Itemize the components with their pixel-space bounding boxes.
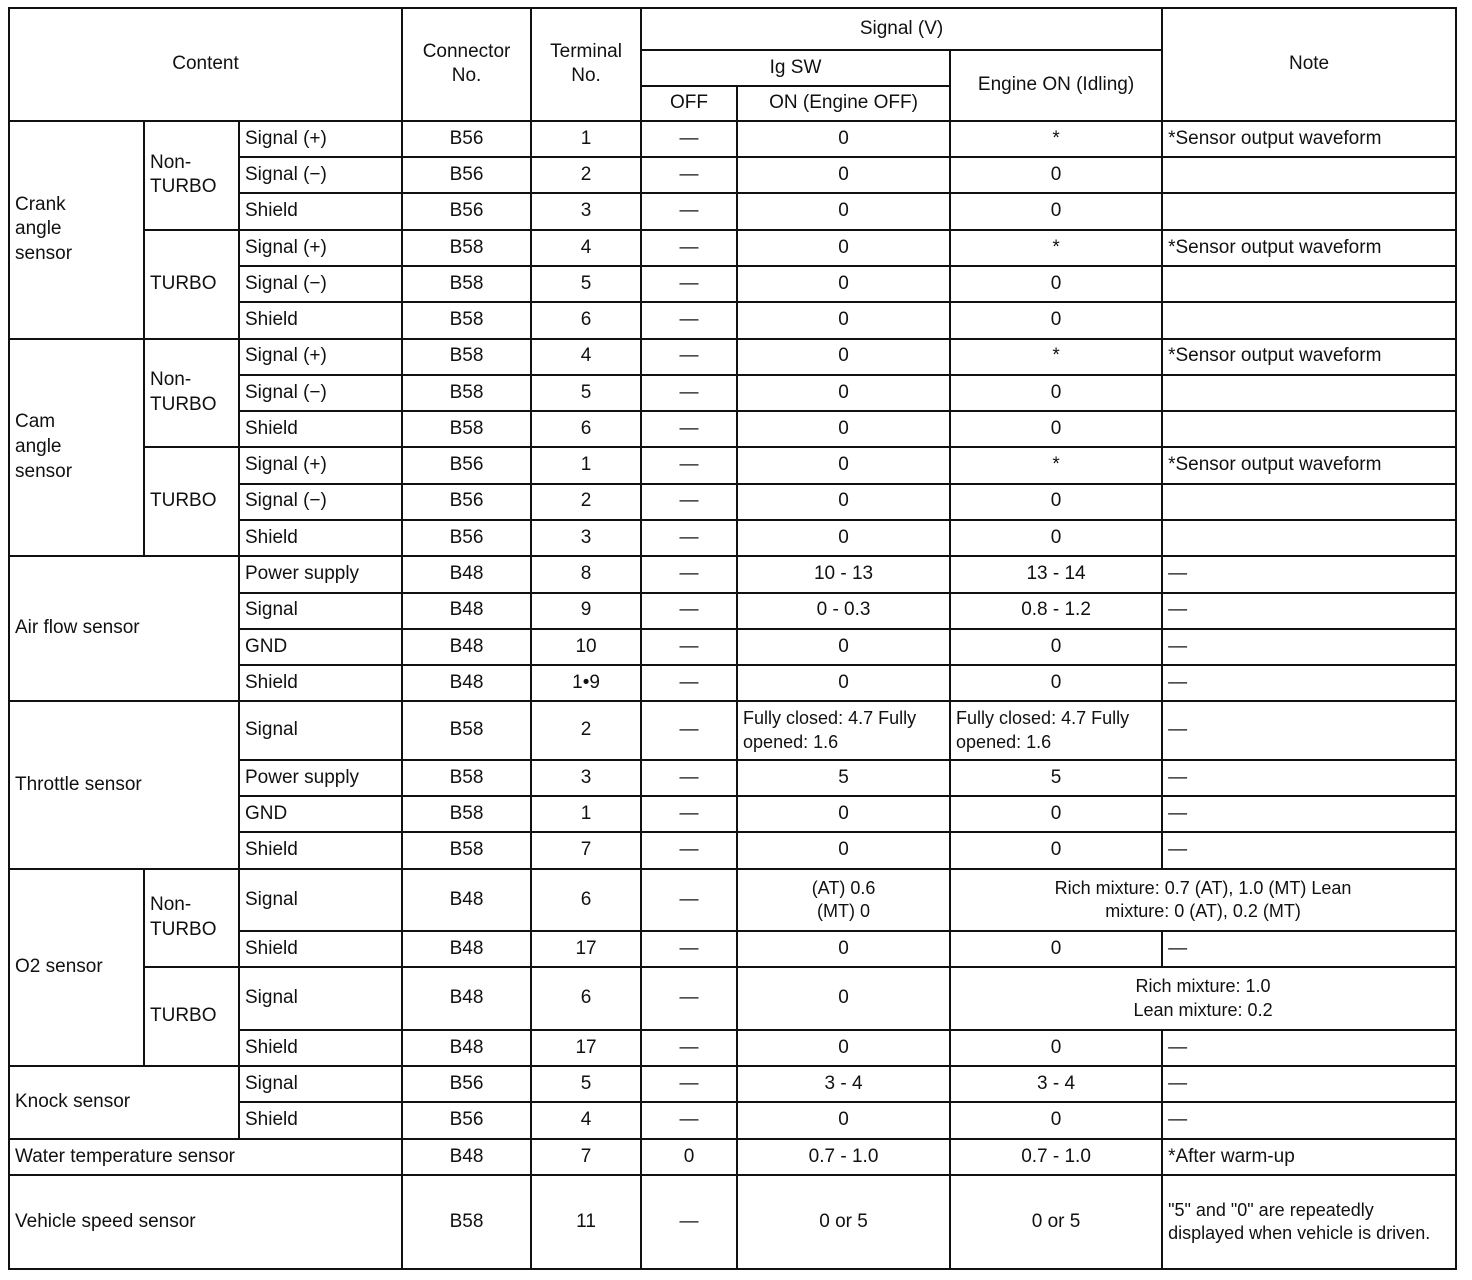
on-cell: 0 bbox=[737, 520, 950, 556]
note-cell bbox=[1162, 484, 1456, 520]
connector-cell: B58 bbox=[402, 302, 531, 338]
variant-non-turbo: Non-TURBO bbox=[144, 121, 239, 230]
connector-cell: B58 bbox=[402, 266, 531, 302]
pin-label: Shield bbox=[239, 1030, 402, 1066]
pin-label: GND bbox=[239, 796, 402, 832]
off-cell: — bbox=[641, 869, 737, 931]
idle-cell: 0 bbox=[950, 193, 1162, 229]
off-cell: — bbox=[641, 411, 737, 447]
pin-label: Signal (−) bbox=[239, 375, 402, 411]
on-cell: 0 bbox=[737, 193, 950, 229]
note-cell: *Sensor output waveform bbox=[1162, 447, 1456, 483]
header-connector: Connector No. bbox=[402, 8, 531, 121]
header-ig-sw: Ig SW bbox=[641, 50, 950, 85]
connector-cell: B48 bbox=[402, 593, 531, 629]
header-engine-on: Engine ON (Idling) bbox=[950, 50, 1162, 121]
table-row bbox=[9, 1139, 1456, 1175]
pin-label: Shield bbox=[239, 665, 402, 701]
variant-non-turbo: Non-TURBO bbox=[144, 869, 239, 968]
sensor-name-knock: Knock sensor bbox=[9, 1066, 239, 1139]
terminal-cell: 4 bbox=[531, 339, 641, 375]
idle-cell: * bbox=[950, 121, 1162, 157]
connector-cell: B56 bbox=[402, 484, 531, 520]
on-cell: 0 bbox=[737, 484, 950, 520]
pin-label: Shield bbox=[239, 931, 402, 967]
variant-turbo: TURBO bbox=[144, 447, 239, 556]
note-cell: — bbox=[1162, 832, 1456, 868]
connector-cell: B58 bbox=[402, 339, 531, 375]
sensor-name-o2: O2 sensor bbox=[9, 869, 144, 1067]
pin-label: Signal bbox=[239, 1066, 402, 1102]
pin-label: Signal bbox=[239, 593, 402, 629]
table-row bbox=[9, 967, 1456, 1029]
table-row bbox=[9, 121, 1456, 157]
idle-note-merged-cell: Rich mixture: 1.0 Lean mixture: 0.2 bbox=[950, 967, 1456, 1029]
sensor-name-water: Water temperature sensor bbox=[9, 1139, 402, 1175]
connector-cell: B56 bbox=[402, 1102, 531, 1138]
on-cell: 0 bbox=[737, 339, 950, 375]
idle-cell: 0 bbox=[950, 520, 1162, 556]
connector-cell: B48 bbox=[402, 1139, 531, 1175]
off-cell: — bbox=[641, 593, 737, 629]
connector-cell: B56 bbox=[402, 157, 531, 193]
terminal-cell: 11 bbox=[531, 1175, 641, 1269]
pin-label: Shield bbox=[239, 302, 402, 338]
on-cell: Fully closed: 4.7 Fully opened: 1.6 bbox=[737, 701, 950, 759]
on-cell: 0 bbox=[737, 1030, 950, 1066]
header-terminal: Terminal No. bbox=[531, 8, 641, 121]
connector-cell: B56 bbox=[402, 447, 531, 483]
idle-cell: 0.7 - 1.0 bbox=[950, 1139, 1162, 1175]
terminal-cell: 5 bbox=[531, 1066, 641, 1102]
off-cell: — bbox=[641, 832, 737, 868]
on-cell: 0 bbox=[737, 447, 950, 483]
terminal-cell: 1•9 bbox=[531, 665, 641, 701]
connector-cell: B56 bbox=[402, 1066, 531, 1102]
connector-cell: B48 bbox=[402, 967, 531, 1029]
connector-cell: B48 bbox=[402, 556, 531, 592]
off-cell: — bbox=[641, 760, 737, 796]
terminal-cell: 10 bbox=[531, 629, 641, 665]
idle-cell: * bbox=[950, 230, 1162, 266]
idle-cell: 0 bbox=[950, 375, 1162, 411]
idle-cell: 0 bbox=[950, 1030, 1162, 1066]
on-cell: 0 bbox=[737, 967, 950, 1029]
off-cell: — bbox=[641, 1175, 737, 1269]
pin-label: Signal (−) bbox=[239, 484, 402, 520]
variant-turbo: TURBO bbox=[144, 967, 239, 1066]
note-cell bbox=[1162, 375, 1456, 411]
terminal-cell: 3 bbox=[531, 193, 641, 229]
variant-non-turbo: Non-TURBO bbox=[144, 339, 239, 448]
idle-cell: * bbox=[950, 447, 1162, 483]
terminal-cell: 2 bbox=[531, 157, 641, 193]
pin-label: Power supply bbox=[239, 556, 402, 592]
off-cell: — bbox=[641, 375, 737, 411]
off-cell: — bbox=[641, 484, 737, 520]
terminal-cell: 6 bbox=[531, 967, 641, 1029]
on-cell: 0 bbox=[737, 230, 950, 266]
note-cell: — bbox=[1162, 1030, 1456, 1066]
note-cell: — bbox=[1162, 665, 1456, 701]
on-cell: 0 bbox=[737, 375, 950, 411]
terminal-cell: 7 bbox=[531, 1139, 641, 1175]
connector-cell: B48 bbox=[402, 869, 531, 931]
off-cell: — bbox=[641, 629, 737, 665]
header-note: Note bbox=[1162, 8, 1456, 121]
pin-label: Signal (+) bbox=[239, 121, 402, 157]
on-cell: 0 bbox=[737, 1102, 950, 1138]
terminal-cell: 3 bbox=[531, 520, 641, 556]
header-signal: Signal (V) bbox=[641, 8, 1162, 50]
pin-label: Signal (+) bbox=[239, 447, 402, 483]
pin-label: Signal bbox=[239, 967, 402, 1029]
table-row bbox=[9, 556, 1456, 592]
connector-cell: B48 bbox=[402, 629, 531, 665]
idle-cell: 0 bbox=[950, 1102, 1162, 1138]
idle-cell: 0 bbox=[950, 411, 1162, 447]
terminal-cell: 1 bbox=[531, 447, 641, 483]
connector-cell: B58 bbox=[402, 701, 531, 759]
idle-cell: 0 or 5 bbox=[950, 1175, 1162, 1269]
terminal-cell: 17 bbox=[531, 1030, 641, 1066]
on-cell: 0 - 0.3 bbox=[737, 593, 950, 629]
sensor-name-airflow: Air flow sensor bbox=[9, 556, 239, 701]
table-row bbox=[9, 230, 1456, 266]
off-cell: — bbox=[641, 193, 737, 229]
note-cell: — bbox=[1162, 629, 1456, 665]
note-cell: "5" and "0" are repeatedly displayed when vehicle is driven. bbox=[1162, 1175, 1456, 1269]
idle-cell: 0 bbox=[950, 484, 1162, 520]
pin-label: Signal bbox=[239, 869, 402, 931]
note-cell bbox=[1162, 193, 1456, 229]
terminal-cell: 5 bbox=[531, 375, 641, 411]
connector-cell: B58 bbox=[402, 1175, 531, 1269]
terminal-cell: 9 bbox=[531, 593, 641, 629]
note-cell: — bbox=[1162, 1102, 1456, 1138]
off-cell: — bbox=[641, 1102, 737, 1138]
on-cell: 0 bbox=[737, 931, 950, 967]
idle-cell: 0 bbox=[950, 302, 1162, 338]
note-cell: — bbox=[1162, 760, 1456, 796]
idle-cell: 5 bbox=[950, 760, 1162, 796]
off-cell: 0 bbox=[641, 1139, 737, 1175]
connector-cell: B48 bbox=[402, 665, 531, 701]
idle-cell: 0 bbox=[950, 832, 1162, 868]
on-cell: 0 bbox=[737, 832, 950, 868]
note-cell: — bbox=[1162, 593, 1456, 629]
pin-label: Shield bbox=[239, 1102, 402, 1138]
terminal-cell: 17 bbox=[531, 931, 641, 967]
on-cell: 0 bbox=[737, 266, 950, 302]
sensor-name-throttle: Throttle sensor bbox=[9, 701, 239, 868]
on-cell: 5 bbox=[737, 760, 950, 796]
pin-label: Signal bbox=[239, 701, 402, 759]
table-row bbox=[9, 869, 1456, 931]
note-cell: — bbox=[1162, 1066, 1456, 1102]
off-cell: — bbox=[641, 266, 737, 302]
pin-label: Shield bbox=[239, 411, 402, 447]
off-cell: — bbox=[641, 701, 737, 759]
header-on-engine-off: ON (Engine OFF) bbox=[737, 86, 950, 121]
connector-cell: B58 bbox=[402, 411, 531, 447]
idle-note-merged-cell: Rich mixture: 0.7 (AT), 1.0 (MT) Lean mixture: 0 (AT), 0.2 (MT) bbox=[950, 869, 1456, 931]
note-cell: *Sensor output waveform bbox=[1162, 121, 1456, 157]
off-cell: — bbox=[641, 230, 737, 266]
on-cell: 0 bbox=[737, 121, 950, 157]
idle-cell: 0 bbox=[950, 157, 1162, 193]
connector-cell: B58 bbox=[402, 832, 531, 868]
idle-cell: 0 bbox=[950, 796, 1162, 832]
terminal-cell: 2 bbox=[531, 484, 641, 520]
off-cell: — bbox=[641, 967, 737, 1029]
pin-label: Shield bbox=[239, 193, 402, 229]
idle-cell: 0.8 - 1.2 bbox=[950, 593, 1162, 629]
table-row bbox=[9, 447, 1456, 483]
note-cell bbox=[1162, 302, 1456, 338]
off-cell: — bbox=[641, 556, 737, 592]
table-row bbox=[9, 339, 1456, 375]
terminal-cell: 1 bbox=[531, 796, 641, 832]
variant-turbo: TURBO bbox=[144, 230, 239, 339]
connector-cell: B48 bbox=[402, 1030, 531, 1066]
off-cell: — bbox=[641, 339, 737, 375]
terminal-cell: 1 bbox=[531, 121, 641, 157]
pin-label: Power supply bbox=[239, 760, 402, 796]
off-cell: — bbox=[641, 121, 737, 157]
table-row bbox=[9, 701, 1456, 759]
note-cell: *After warm-up bbox=[1162, 1139, 1456, 1175]
on-cell: 3 - 4 bbox=[737, 1066, 950, 1102]
terminal-cell: 2 bbox=[531, 701, 641, 759]
terminal-cell: 6 bbox=[531, 869, 641, 931]
pin-label: Shield bbox=[239, 832, 402, 868]
connector-cell: B58 bbox=[402, 375, 531, 411]
note-cell: *Sensor output waveform bbox=[1162, 339, 1456, 375]
pin-label: Signal (−) bbox=[239, 266, 402, 302]
idle-cell: 3 - 4 bbox=[950, 1066, 1162, 1102]
connector-cell: B58 bbox=[402, 796, 531, 832]
connector-cell: B58 bbox=[402, 230, 531, 266]
header-content: Content bbox=[9, 8, 402, 121]
terminal-cell: 7 bbox=[531, 832, 641, 868]
off-cell: — bbox=[641, 302, 737, 338]
off-cell: — bbox=[641, 157, 737, 193]
on-cell: 0 bbox=[737, 302, 950, 338]
on-cell: 0 bbox=[737, 411, 950, 447]
sensor-name-cam: Cam angle sensor bbox=[9, 339, 144, 557]
sensor-name-crank: Crank angle sensor bbox=[9, 121, 144, 339]
on-cell: (AT) 0.6 (MT) 0 bbox=[737, 869, 950, 931]
pin-label: Signal (+) bbox=[239, 230, 402, 266]
note-cell bbox=[1162, 411, 1456, 447]
on-cell: 0.7 - 1.0 bbox=[737, 1139, 950, 1175]
idle-cell: 13 - 14 bbox=[950, 556, 1162, 592]
on-cell: 0 bbox=[737, 796, 950, 832]
note-cell: — bbox=[1162, 701, 1456, 759]
terminal-cell: 8 bbox=[531, 556, 641, 592]
pin-label: Signal (−) bbox=[239, 157, 402, 193]
connector-cell: B56 bbox=[402, 193, 531, 229]
terminal-cell: 3 bbox=[531, 760, 641, 796]
idle-cell: 0 bbox=[950, 665, 1162, 701]
sensor-signal-table bbox=[8, 7, 1457, 1270]
terminal-cell: 6 bbox=[531, 411, 641, 447]
terminal-cell: 4 bbox=[531, 1102, 641, 1138]
connector-cell: B56 bbox=[402, 121, 531, 157]
note-cell: — bbox=[1162, 796, 1456, 832]
off-cell: — bbox=[641, 665, 737, 701]
idle-cell: * bbox=[950, 339, 1162, 375]
connector-cell: B56 bbox=[402, 520, 531, 556]
header-off: OFF bbox=[641, 86, 737, 121]
off-cell: — bbox=[641, 1066, 737, 1102]
off-cell: — bbox=[641, 931, 737, 967]
table-row bbox=[9, 1066, 1456, 1102]
on-cell: 10 - 13 bbox=[737, 556, 950, 592]
idle-cell: 0 bbox=[950, 629, 1162, 665]
on-cell: 0 bbox=[737, 665, 950, 701]
on-cell: 0 bbox=[737, 157, 950, 193]
note-cell: — bbox=[1162, 556, 1456, 592]
pin-label: GND bbox=[239, 629, 402, 665]
table-row bbox=[9, 1175, 1456, 1269]
on-cell: 0 bbox=[737, 629, 950, 665]
terminal-cell: 5 bbox=[531, 266, 641, 302]
off-cell: — bbox=[641, 447, 737, 483]
terminal-cell: 6 bbox=[531, 302, 641, 338]
connector-cell: B48 bbox=[402, 931, 531, 967]
idle-cell: Fully closed: 4.7 Fully opened: 1.6 bbox=[950, 701, 1162, 759]
idle-cell: 0 bbox=[950, 266, 1162, 302]
pin-label: Signal (+) bbox=[239, 339, 402, 375]
note-cell: — bbox=[1162, 931, 1456, 967]
off-cell: — bbox=[641, 520, 737, 556]
sensor-name-speed: Vehicle speed sensor bbox=[9, 1175, 402, 1269]
on-cell: 0 or 5 bbox=[737, 1175, 950, 1269]
off-cell: — bbox=[641, 796, 737, 832]
idle-cell: 0 bbox=[950, 931, 1162, 967]
note-cell bbox=[1162, 266, 1456, 302]
off-cell: — bbox=[641, 1030, 737, 1066]
pin-label: Shield bbox=[239, 520, 402, 556]
note-cell bbox=[1162, 157, 1456, 193]
note-cell bbox=[1162, 520, 1456, 556]
terminal-cell: 4 bbox=[531, 230, 641, 266]
note-cell: *Sensor output waveform bbox=[1162, 230, 1456, 266]
connector-cell: B58 bbox=[402, 760, 531, 796]
